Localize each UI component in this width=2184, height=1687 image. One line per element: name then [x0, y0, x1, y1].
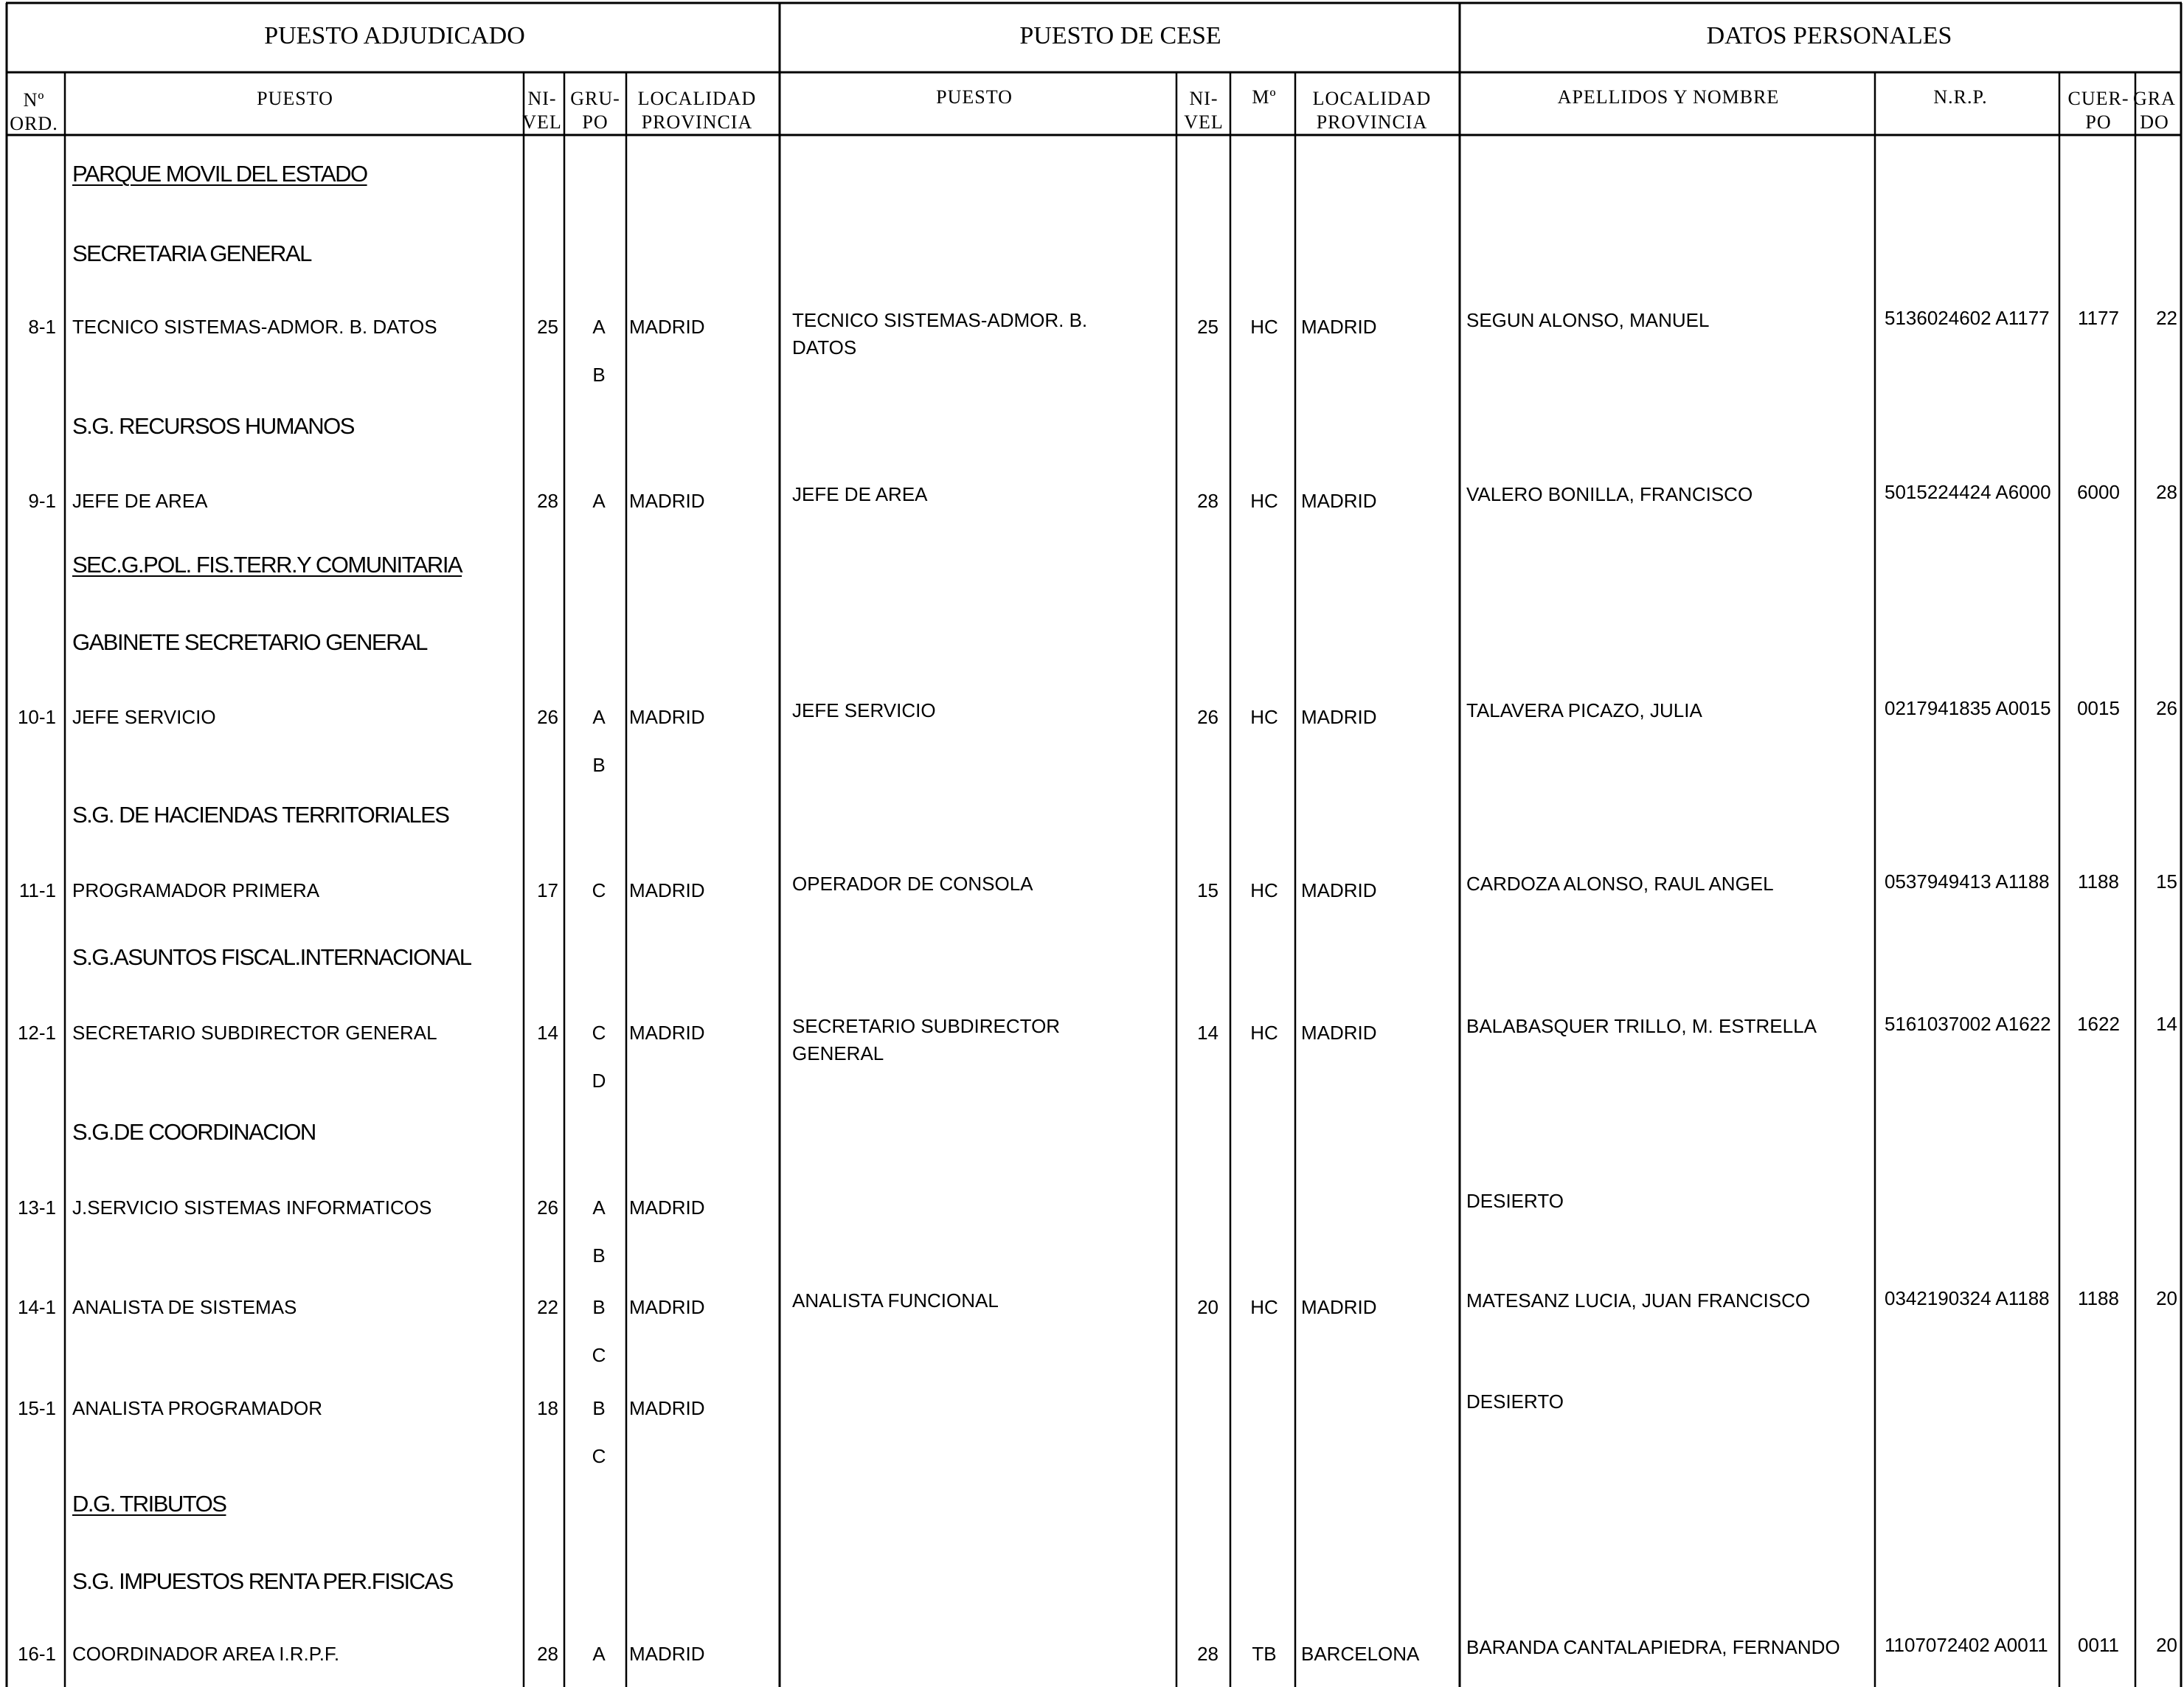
cell-cese-localidad: MADRID: [1301, 706, 1377, 728]
cell-cuerpo: 0015: [2077, 697, 2120, 719]
subheader-cese-puesto: PUESTO: [936, 86, 1013, 108]
subheader-cese-localidad: LOCALIDAD PROVINCIA: [1312, 88, 1432, 133]
cell-cese-m: HC: [1250, 1022, 1278, 1044]
section-title: S.G. RECURSOS HUMANOS: [72, 413, 354, 439]
cell-cese-nivel: 14: [1197, 1022, 1218, 1044]
cell-localidad: MADRID: [629, 316, 705, 338]
cell-nivel: 22: [537, 1296, 558, 1318]
cell-grupo: A: [592, 490, 606, 512]
cell-grupo: C: [592, 879, 606, 901]
cell-puesto: ANALISTA DE SISTEMAS: [72, 1296, 297, 1318]
cell-puesto: COORDINADOR AREA I.R.P.F.: [72, 1643, 340, 1665]
section-title: S.G.DE COORDINACION: [72, 1119, 316, 1145]
cell-apellidos-nombre: BALABASQUER TRILLO, M. ESTRELLA: [1466, 1015, 1817, 1037]
cell-puesto: ANALISTA PROGRAMADOR: [72, 1397, 323, 1419]
cell-cese-puesto: JEFE DE AREA: [792, 483, 928, 505]
subheader-nivel: NI- VEL: [522, 88, 562, 133]
cell-nrp: 0537949413 A1188: [1885, 870, 2050, 893]
subheader-cese-m: Mº: [1252, 86, 1277, 108]
section-title: SECRETARIA GENERAL: [72, 240, 311, 266]
cell-cese-localidad: MADRID: [1301, 1022, 1377, 1044]
cell-cuerpo: 1188: [2078, 1287, 2119, 1309]
subheader-cuerpo: CUER- PO: [2067, 88, 2129, 133]
cell-nivel: 25: [537, 316, 558, 338]
cell-cuerpo: 1188: [2078, 870, 2119, 893]
cell-orden: 11-1: [18, 879, 56, 901]
cell-orden: 15-1: [17, 1397, 56, 1419]
cell-nivel: 18: [537, 1397, 558, 1419]
subheader-grado: GRA DO: [2133, 88, 2176, 133]
cell-nrp: 0217941835 A0015: [1885, 697, 2051, 719]
cell-nrp: 5136024602 A1177: [1885, 307, 2050, 329]
cell-nrp: 1107072402 A0011: [1885, 1634, 2048, 1656]
cell-localidad: MADRID: [629, 1296, 705, 1318]
cell-cese-nivel: 20: [1197, 1296, 1218, 1318]
cell-cese-puesto: OPERADOR DE CONSOLA: [792, 873, 1033, 895]
cell-orden: 14-1: [17, 1296, 56, 1318]
subheader-localidad: LOCALIDAD PROVINCIA: [637, 88, 757, 133]
cell-cuerpo: 1622: [2077, 1013, 2120, 1035]
cell-apellidos-nombre: SEGUN ALONSO, MANUEL: [1466, 309, 1710, 331]
section-title: S.G. IMPUESTOS RENTA PER.FISICAS: [72, 1568, 453, 1594]
cell-apellidos-nombre: TALAVERA PICAZO, JULIA: [1466, 699, 1702, 721]
section-title: S.G.ASUNTOS FISCAL.INTERNACIONAL: [72, 944, 471, 970]
section-title: GABINETE SECRETARIO GENERAL: [72, 629, 427, 655]
cell-cese-puesto: JEFE SERVICIO: [792, 699, 936, 721]
cell-puesto: SECRETARIO SUBDIRECTOR GENERAL: [72, 1022, 437, 1044]
subheader-puesto: PUESTO: [257, 88, 333, 109]
cell-nrp: 5015224424 A6000: [1885, 481, 2051, 503]
section-title: PARQUE MOVIL DEL ESTADO: [72, 161, 367, 187]
cell-localidad: MADRID: [629, 1397, 705, 1419]
subheader-nrp: N.R.P.: [1933, 86, 1988, 108]
subheader-grupo: GRU- PO: [570, 88, 620, 133]
cell-orden: 13-1: [17, 1196, 56, 1219]
section-title: S.G. DE HACIENDAS TERRITORIALES: [72, 802, 449, 828]
subheader-n-ord: Nº ORD.: [10, 89, 58, 134]
cell-grado: 15: [2156, 870, 2177, 893]
cell-nivel: 17: [537, 879, 558, 901]
cell-grado: 26: [2156, 697, 2177, 719]
cell-cese-localidad: MADRID: [1301, 316, 1377, 338]
cell-cese-nivel: 26: [1197, 706, 1218, 728]
header-puesto-adjudicado: PUESTO ADJUDICADO: [264, 22, 525, 49]
cell-cese-puesto: ANALISTA FUNCIONAL: [792, 1289, 999, 1312]
cell-grupo: A: [592, 316, 606, 338]
cell-grupo: A: [592, 1643, 606, 1665]
cell-cese-m: HC: [1250, 316, 1278, 338]
cell-apellidos-nombre: MATESANZ LUCIA, JUAN FRANCISCO: [1466, 1289, 1811, 1312]
cell-grado: 28: [2156, 481, 2177, 503]
cell-cese-m: HC: [1250, 706, 1278, 728]
cell-grupo: B: [592, 754, 606, 776]
cell-puesto: PROGRAMADOR PRIMERA: [72, 879, 320, 901]
cell-cese-nivel: 28: [1197, 490, 1218, 512]
cell-cuerpo: 6000: [2077, 481, 2120, 503]
cell-orden: 9-1: [28, 490, 56, 512]
cell-cese-m: HC: [1250, 1296, 1278, 1318]
cell-grupo: B: [592, 1397, 606, 1419]
cell-grupo: A: [592, 1196, 606, 1219]
cell-cese-localidad: MADRID: [1301, 879, 1377, 901]
subheader-cese-nivel: NI- VEL: [1184, 88, 1224, 133]
cell-apellidos-nombre: DESIERTO: [1466, 1190, 1564, 1212]
cell-localidad: MADRID: [629, 490, 705, 512]
cell-apellidos-nombre: DESIERTO: [1466, 1390, 1564, 1413]
cell-localidad: MADRID: [629, 1196, 705, 1219]
cell-grado: 20: [2156, 1287, 2177, 1309]
cell-grupo: B: [592, 364, 606, 386]
cell-cese-nivel: 25: [1197, 316, 1218, 338]
cell-nivel: 26: [537, 706, 558, 728]
cell-cese-localidad: BARCELONA: [1301, 1643, 1420, 1665]
subheader-apellidos-nombre: APELLIDOS Y NOMBRE: [1557, 86, 1780, 108]
cell-orden: 8-1: [28, 316, 56, 338]
cell-localidad: MADRID: [629, 706, 705, 728]
cell-cese-m: TB: [1252, 1643, 1277, 1665]
cell-grupo: C: [592, 1344, 606, 1366]
cell-puesto: TECNICO SISTEMAS-ADMOR. B. DATOS: [72, 316, 437, 338]
header-datos-personales: DATOS PERSONALES: [1706, 22, 1952, 49]
cell-nivel: 14: [537, 1022, 558, 1044]
cell-cese-localidad: MADRID: [1301, 490, 1377, 512]
cell-localidad: MADRID: [629, 1022, 705, 1044]
cell-grupo: B: [592, 1296, 606, 1318]
cell-nivel: 26: [537, 1196, 558, 1219]
cell-cese-m: HC: [1250, 879, 1278, 901]
cell-apellidos-nombre: CARDOZA ALONSO, RAUL ANGEL: [1466, 873, 1774, 895]
cell-grupo: C: [592, 1022, 606, 1044]
cell-puesto: JEFE DE AREA: [72, 490, 208, 512]
cell-grupo: D: [592, 1070, 606, 1092]
cell-nrp: 5161037002 A1622: [1885, 1013, 2051, 1035]
cell-grupo: C: [592, 1445, 606, 1467]
header-puesto-de-cese: PUESTO DE CESE: [1019, 22, 1221, 49]
cell-apellidos-nombre: BARANDA CANTALAPIEDRA, FERNANDO: [1466, 1636, 1840, 1658]
cell-cese-nivel: 15: [1197, 879, 1218, 901]
cell-nivel: 28: [537, 490, 558, 512]
cell-grado: 14: [2156, 1013, 2177, 1035]
cell-grado: 22: [2156, 307, 2177, 329]
section-title: SEC.G.POL. FIS.TERR.Y COMUNITARIA: [72, 552, 462, 578]
cell-cuerpo: 1177: [2078, 307, 2119, 329]
cell-nivel: 28: [537, 1643, 558, 1665]
cell-orden: 12-1: [17, 1022, 56, 1044]
cell-nrp: 0342190324 A1188: [1885, 1287, 2050, 1309]
cell-cuerpo: 0011: [2078, 1634, 2119, 1656]
section-title: D.G. TRIBUTOS: [72, 1491, 226, 1517]
cell-orden: 10-1: [17, 706, 56, 728]
cell-orden: 16-1: [17, 1643, 56, 1665]
cell-apellidos-nombre: VALERO BONILLA, FRANCISCO: [1466, 483, 1753, 505]
cell-localidad: MADRID: [629, 879, 705, 901]
cell-cese-puesto: SECRETARIO SUBDIRECTOR GENERAL: [792, 1015, 1061, 1064]
cell-grupo: B: [592, 1244, 606, 1267]
cell-localidad: MADRID: [629, 1643, 705, 1665]
cell-grado: 20: [2156, 1634, 2177, 1656]
cell-cese-puesto: TECNICO SISTEMAS-ADMOR. B. DATOS: [792, 309, 1088, 358]
cell-puesto: JEFE SERVICIO: [72, 706, 216, 728]
cell-cese-nivel: 28: [1197, 1643, 1218, 1665]
cell-grupo: A: [592, 706, 606, 728]
cell-cese-localidad: MADRID: [1301, 1296, 1377, 1318]
cell-cese-m: HC: [1250, 490, 1278, 512]
cell-puesto: J.SERVICIO SISTEMAS INFORMATICOS: [72, 1196, 432, 1219]
